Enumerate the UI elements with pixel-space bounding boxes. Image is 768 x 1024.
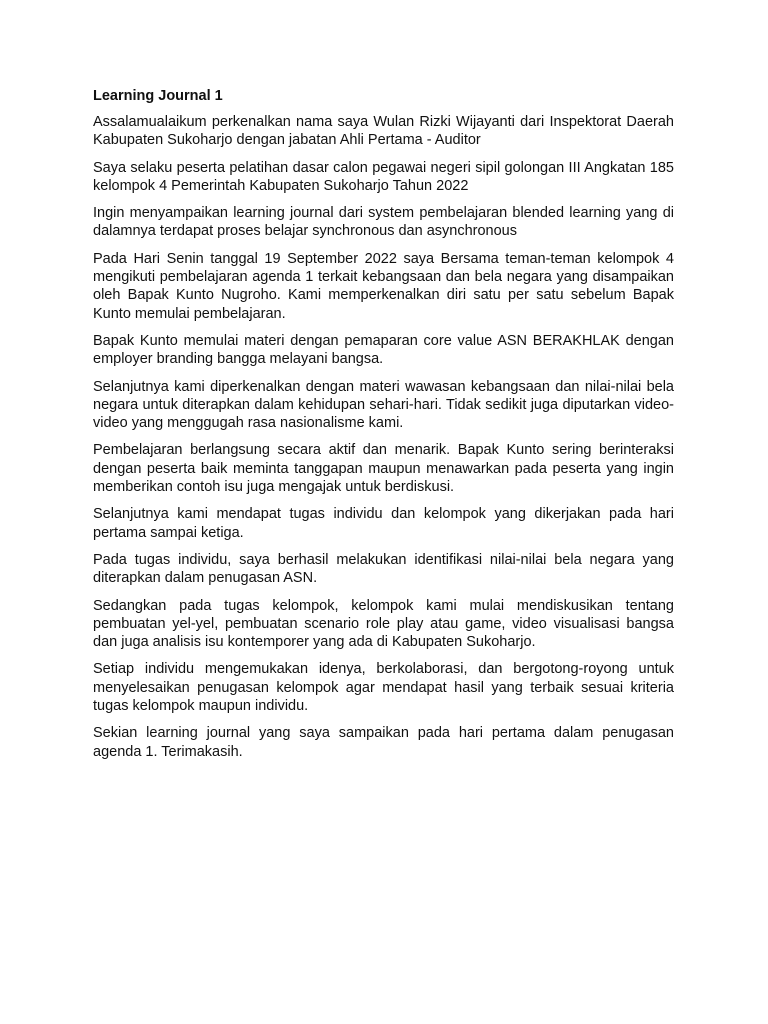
paragraph-closing: Sekian learning journal yang saya sampaikan pada hari pertama dalam penugasan agenda 1. Terimakasih. [93, 725, 674, 760]
paragraph-collaboration: Setiap individu mengemukakan idenya, berkolaborasi, dan bergotong-royong untuk menyelesaikan penugasan kelompok agar mendapat hasil yang terbaik sesuai kriteria tugas kelompok maupun individu. [93, 661, 674, 715]
paragraph-interaction: Pembelajaran berlangsung secara aktif dan menarik. Bapak Kunto sering berinteraksi dengan peserta baik meminta tanggapan maupun menawarkan pada peserta yang ingin memberikan contoh isu juga mengajak untuk berdiskusi. [93, 442, 674, 496]
paragraph-introduction: Assalamualaikum perkenalkan nama saya Wulan Rizki Wijayanti dari Inspektorat Daerah Kabupaten Sukoharjo dengan jabatan Ahli Pertama - Auditor [93, 114, 674, 149]
document-page [93, 87, 674, 770]
paragraph-participant-info: Saya selaku peserta pelatihan dasar calon pegawai negeri sipil golongan III Angkatan 185 kelompok 4 Pemerintah Kabupaten Sukoharjo Tahun 2022 [93, 159, 674, 194]
paragraph-group-task: Sedangkan pada tugas kelompok, kelompok kami mulai mendiskusikan tentang pembuatan yel-yel, pembuatan scenario role play atau game, video visualisasi bangsa dan juga analisis isu kontemporer yang ada di Kabupaten Sukoharjo. [93, 597, 674, 651]
paragraph-purpose: Ingin menyampaikan learning journal dari system pembelajaran blended learning yang di dalamnya terdapat proses belajar synchronous dan asynchronous [93, 205, 674, 240]
paragraph-individual-task: Pada tugas individu, saya berhasil melakukan identifikasi nilai-nilai bela negara yang diterapkan dalam penugasan ASN. [93, 551, 674, 587]
document-title: Learning Journal 1 [93, 88, 223, 104]
paragraph-session-date: Pada Hari Senin tanggal 19 September 2022 saya Bersama teman-teman kelompok 4 mengikuti pembelajaran agenda 1 terkait kebangsaan dan bela negara yang disampaikan oleh Bapak Kunto Nugroho. Kami memperkenalkan diri satu per satu sebelum Bapak Kunto memulai pembelajaran. [93, 250, 674, 322]
paragraph-material: Selanjutnya kami diperkenalkan dengan materi wawasan kebangsaan dan nilai-nilai bela negara untuk diterapkan dalam kehidupan sehari-hari. Tidak sedikit juga diputarkan video-video yang menggugah rasa nasionalisme kami. [93, 378, 674, 432]
paragraph-assignments: Selanjutnya kami mendapat tugas individu dan kelompok yang dikerjakan pada hari pertama sampai ketiga. [93, 506, 674, 541]
paragraph-core-value: Bapak Kunto memulai materi dengan pemaparan core value ASN BERAKHLAK dengan employer branding bangga melayani bangsa. [93, 332, 674, 368]
